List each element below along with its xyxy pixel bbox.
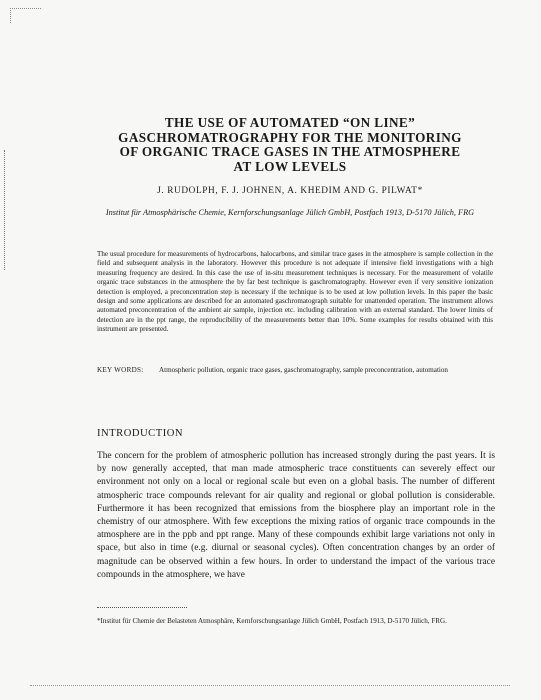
paper-title: THE USE OF AUTOMATED “ON LINE” GASCHROMATROGRAPHY FOR THE MONITORING OF ORGANIC TRACE GASES IN THE ATMOSPHERE AT LOW LEVELS	[118, 115, 462, 174]
keywords-text: Atmospheric pollution, organic trace gases, gaschromatography, sample preconcentration, automation	[159, 366, 448, 374]
footnote: *Institut für Chemie der Belasteten Atmosphäre, Kernforschungsanlage Jülich GmbH, Postfach 1913, D-5170 Jülich, FRG.	[97, 617, 447, 625]
abstract: The usual procedure for measurements of hydrocarbons, halocarbons, and similar trace gases in the atmosphere is sample collection in the field and subsequent analysis in the laboratory. However this procedure is not adequate if intensive field investigations with a high measuring frequency are desired. In this case the use of in-situ measurement techniques is necessary. For the measurement of volatile organic trace substances in the atmosphere the by far best technique is gaschromatography. However even if very sensitive ionization detection is employed, a preconcentration step is necessary if the technique is to be used at low pollution levels. In this paper the basic design and some applications are described for an automated gaschromatograph suitable for unattended operation. The instrument allows automated preconcentration of the ambient air sample, injection etc. including calibration with an external standard. The lower limits of detection are in the ppt range, the reproducibility of the measurements better than 10%. Some examples for results obtained with this instrument are presented.	[97, 250, 493, 334]
affiliation: Institut für Atmosphärische Chemie, Kernforschungsanlage Jülich GmbH, Postfach 1913, D-5170 Jülich, FRG	[105, 208, 475, 217]
scan-corner-marks	[10, 8, 41, 23]
keywords-label: KEY WORDS:	[97, 366, 144, 374]
keywords	[97, 366, 493, 375]
scan-bottom-marks	[30, 685, 510, 686]
section-heading: INTRODUCTION	[97, 428, 184, 439]
introduction-text: The concern for the problem of atmospheric pollution has increased strongly during the past years. It is by now generally accepted, that man made atmospheric trace constituents can severely effect our environment not only on a local or regional scale but even on a global basis. The number of different atmospheric trace compounds relevant for air quality and regional or global pollution is considerable. Furthermore it has been recognized that emissions from the biosphere play an important role in the chemistry of our atmosphere. With few exceptions the mixing ratios of organic trace compounds in the atmosphere are in the ppb and ppt range. Many of these compounds exhibit large variations not only in space, but also in time (e.g. diurnal or seasonal cycles). Often concentration changes by an order of magnitude can be observed within a few hours. In order to understand the impact of the various trace compounds in the atmosphere, we have	[97, 451, 495, 580]
footnote-rule	[97, 607, 187, 608]
scan-margin-marks	[4, 150, 13, 270]
authors: J. RUDOLPH, F. J. JOHNEN, A. KHEDIM AND G. PILWAT*	[157, 186, 423, 196]
